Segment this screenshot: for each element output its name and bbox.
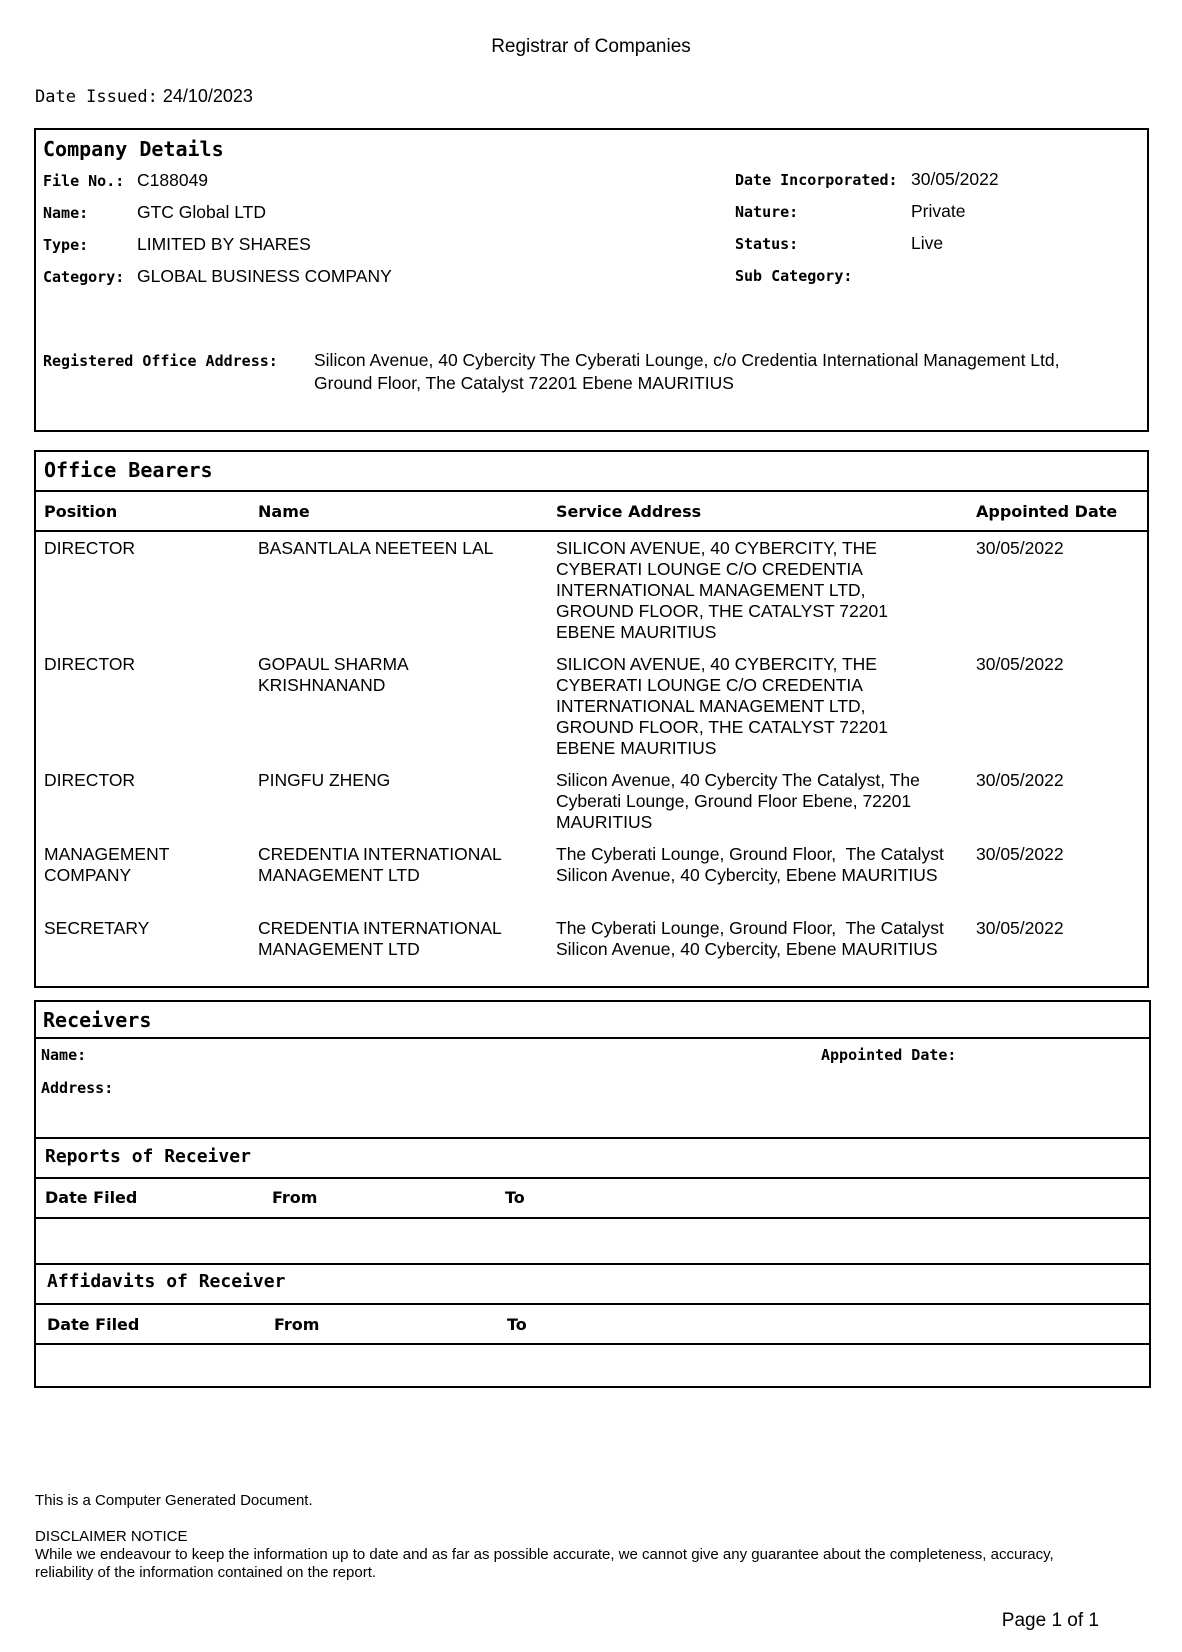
- name-line: CREDENTIA INTERNATIONAL: [258, 918, 502, 938]
- affidavits-of-receiver-title: Affidavits of Receiver: [47, 1271, 286, 1292]
- date-incorporated-label: Date Incorporated:: [735, 171, 898, 189]
- address-line: INTERNATIONAL MANAGEMENT LTD,: [556, 696, 866, 716]
- affidavits-col-date-filed: Date Filed: [47, 1315, 140, 1334]
- page-number: Page 1 of 1: [1001, 1610, 1099, 1631]
- date-cell: 30/05/2022: [976, 918, 1064, 938]
- divider: [36, 1263, 1149, 1265]
- divider: [36, 530, 1147, 532]
- date-cell: 30/05/2022: [976, 538, 1064, 558]
- file-no-label: File No.:: [43, 172, 125, 190]
- address-cell: [556, 538, 888, 643]
- divider: [36, 1343, 1149, 1345]
- address-line: Silicon Avenue, 40 Cybercity, Ebene MAURITIUS: [556, 865, 938, 885]
- receivers-title: Receivers: [43, 1008, 152, 1032]
- receiver-appointed-date-label: Appointed Date:: [821, 1046, 957, 1064]
- address-line: GROUND FLOOR, THE CATALYST 72201: [556, 717, 888, 737]
- reports-col-from: From: [272, 1188, 318, 1207]
- office-bearers-title: Office Bearers: [44, 458, 213, 482]
- type-label: Type:: [43, 236, 89, 254]
- name-cell: [258, 654, 409, 696]
- table-row: [44, 538, 135, 559]
- address-line: The Cyberati Lounge, Ground Floor, The Catalyst: [556, 918, 944, 938]
- name-line: MANAGEMENT LTD: [258, 939, 420, 959]
- table-row: [44, 844, 169, 886]
- reports-col-to: To: [505, 1188, 525, 1207]
- date-incorporated-value: 30/05/2022: [911, 169, 999, 189]
- divider: [36, 1303, 1149, 1305]
- date-issued-value: 24/10/2023: [162, 86, 253, 106]
- divider: [36, 1217, 1149, 1219]
- table-row: [44, 654, 135, 675]
- affidavits-col-to: To: [507, 1315, 527, 1334]
- date-issued-label: Date Issued:: [35, 87, 158, 107]
- address-line: Cyberati Lounge, Ground Floor Ebene, 72201: [556, 791, 912, 811]
- nature-value: Private: [911, 201, 966, 221]
- receivers-section: [34, 1000, 1151, 1388]
- sub-category-label: Sub Category:: [735, 267, 853, 285]
- address-line: Silicon Avenue, 40 Cybercity, Ebene MAURITIUS: [556, 939, 938, 959]
- type-value: LIMITED BY SHARES: [137, 234, 311, 254]
- file-no-value: C188049: [137, 170, 209, 190]
- disclaimer-title: DISCLAIMER NOTICE: [35, 1528, 188, 1545]
- name-cell: [258, 918, 502, 960]
- name-cell: [258, 844, 502, 886]
- nature-label: Nature:: [735, 203, 799, 221]
- position-cell: DIRECTOR: [44, 770, 136, 790]
- address-line: GROUND FLOOR, THE CATALYST 72201: [556, 601, 888, 621]
- table-row: [44, 770, 135, 791]
- name-line: BASANTLALA NEETEEN LAL: [258, 538, 494, 558]
- status-value: Live: [911, 233, 944, 253]
- name-cell: [258, 538, 493, 559]
- reports-of-receiver-title: Reports of Receiver: [45, 1146, 251, 1167]
- table-row: [44, 918, 149, 939]
- receiver-address-label: Address:: [41, 1079, 114, 1097]
- divider: [36, 1177, 1149, 1179]
- registered-office-line1: Silicon Avenue, 40 Cybercity The Cyberati Lounge, c/o Credentia International Management Ltd,: [314, 350, 1060, 370]
- registered-office-line2: Ground Floor, The Catalyst 72201 Ebene MAURITIUS: [314, 373, 734, 393]
- address-line: EBENE MAURITIUS: [556, 622, 717, 642]
- position-cell: DIRECTOR: [44, 538, 136, 558]
- name-label: Name:: [43, 204, 89, 222]
- date-cell: 30/05/2022: [976, 770, 1064, 790]
- date-cell: 30/05/2022: [976, 654, 1064, 674]
- registered-office-label: Registered Office Address:: [43, 352, 278, 370]
- name-cell: [258, 770, 390, 791]
- receiver-name-label: Name:: [41, 1046, 87, 1064]
- disclaimer-text-line1: While we endeavour to keep the information up to date and as far as possible accurate, we cannot give any guarantee about the completeness, accuracy,: [35, 1546, 1054, 1563]
- divider: [36, 490, 1147, 492]
- category-value: GLOBAL BUSINESS COMPANY: [137, 266, 392, 286]
- col-header-position: Position: [44, 502, 118, 521]
- address-line: Silicon Avenue, 40 Cybercity The Catalyst, The: [556, 770, 920, 790]
- page-title: Registrar of Companies: [491, 36, 691, 57]
- address-line: EBENE MAURITIUS: [556, 738, 717, 758]
- name-line: GOPAUL SHARMA: [258, 654, 409, 674]
- name-value: GTC Global LTD: [137, 202, 267, 222]
- category-label: Category:: [43, 268, 125, 286]
- reports-col-date-filed: Date Filed: [45, 1188, 138, 1207]
- col-header-name: Name: [258, 502, 310, 521]
- name-line: KRISHNANAND: [258, 675, 386, 695]
- name-line: MANAGEMENT LTD: [258, 865, 420, 885]
- address-cell: [556, 844, 944, 886]
- date-issued: [35, 86, 253, 107]
- address-line: SILICON AVENUE, 40 CYBERCITY, THE: [556, 538, 877, 558]
- company-details-section: [34, 128, 1149, 432]
- col-header-appointed-date: Appointed Date: [976, 502, 1118, 521]
- name-line: PINGFU ZHENG: [258, 770, 391, 790]
- divider: [36, 1137, 1149, 1139]
- position-cell: SECRETARY: [44, 918, 150, 938]
- address-cell: [556, 918, 944, 960]
- date-cell: 30/05/2022: [976, 844, 1064, 864]
- address-line: MAURITIUS: [556, 812, 653, 832]
- name-line: CREDENTIA INTERNATIONAL: [258, 844, 502, 864]
- divider: [36, 1037, 1149, 1039]
- address-line: The Cyberati Lounge, Ground Floor, The Catalyst: [556, 844, 944, 864]
- address-cell: [556, 770, 920, 833]
- address-line: INTERNATIONAL MANAGEMENT LTD,: [556, 580, 866, 600]
- address-line: SILICON AVENUE, 40 CYBERCITY, THE: [556, 654, 877, 674]
- office-bearers-section: [34, 450, 1149, 988]
- address-line: CYBERATI LOUNGE C/O CREDENTIA: [556, 675, 863, 695]
- position-cell: MANAGEMENT: [44, 844, 170, 864]
- col-header-service-address: Service Address: [556, 502, 702, 521]
- address-cell: [556, 654, 888, 759]
- position-cell: COMPANY: [44, 865, 132, 885]
- disclaimer-text-line2: reliability of the information contained on the report.: [35, 1564, 377, 1581]
- address-line: CYBERATI LOUNGE C/O CREDENTIA: [556, 559, 863, 579]
- computer-generated-note: This is a Computer Generated Document.: [35, 1492, 313, 1509]
- status-label: Status:: [735, 235, 799, 253]
- company-details-title: Company Details: [43, 137, 224, 161]
- affidavits-col-from: From: [274, 1315, 320, 1334]
- position-cell: DIRECTOR: [44, 654, 136, 674]
